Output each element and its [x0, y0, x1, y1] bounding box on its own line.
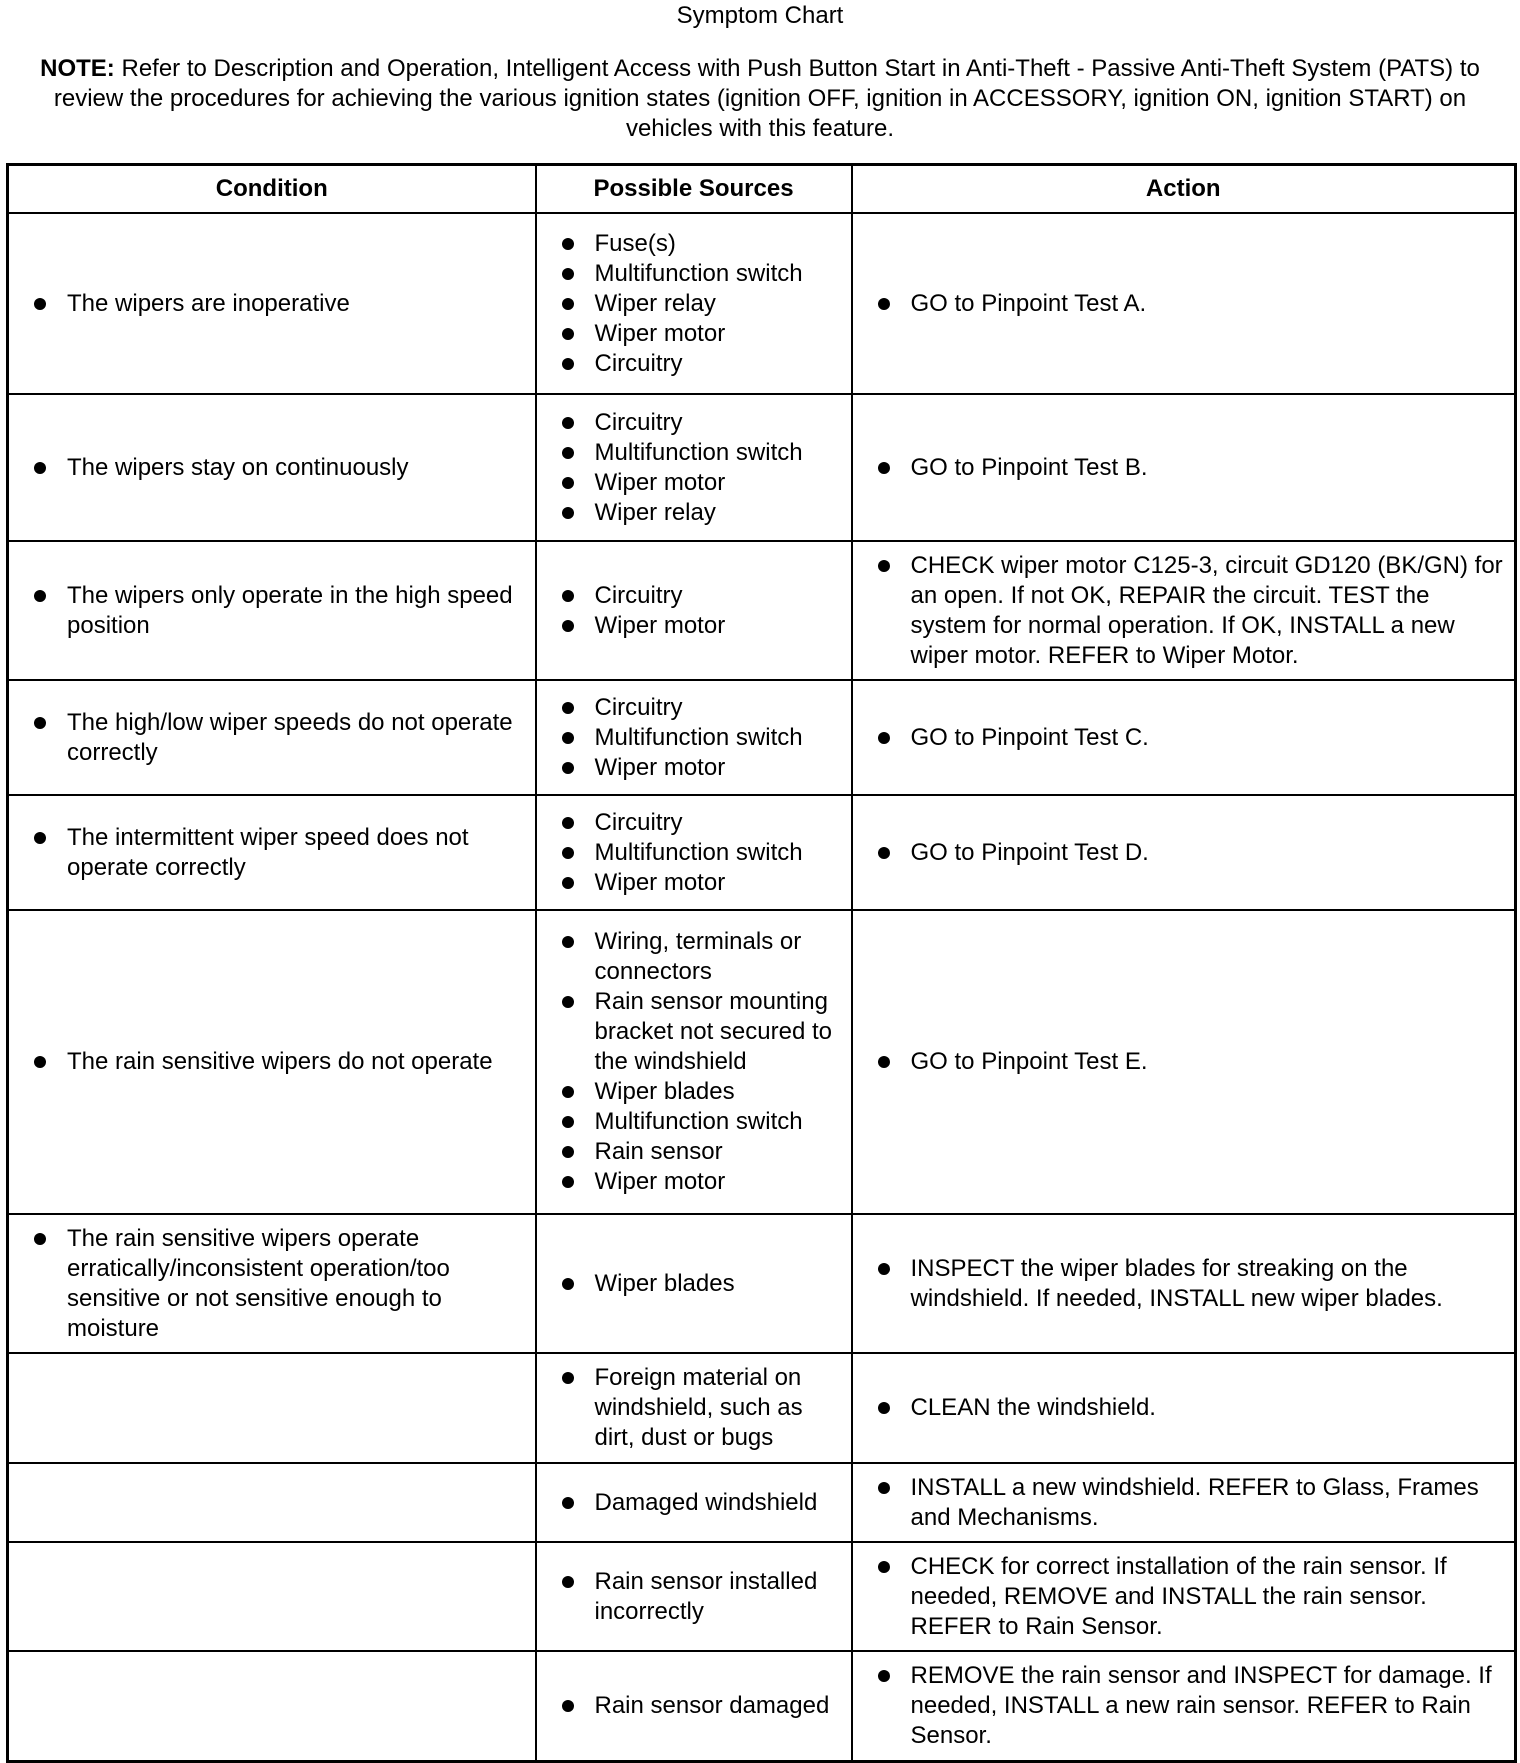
- action-cell: [852, 680, 1516, 795]
- condition-cell-list: [9, 453, 535, 483]
- table-row: [8, 394, 1516, 541]
- condition-cell: [8, 1651, 536, 1761]
- symptom-table: [6, 163, 1517, 1763]
- bullet-item: Fuse(s): [537, 229, 851, 259]
- condition-cell: [8, 213, 536, 394]
- action-cell: [852, 910, 1516, 1214]
- table-row: [8, 1353, 1516, 1463]
- bullet-item: The rain sensitive wipers do not operate: [9, 1047, 535, 1077]
- action-cell-list: [853, 289, 1515, 319]
- sources-cell: [536, 1542, 852, 1651]
- bullet-item: The wipers only operate in the high speed position: [9, 581, 535, 641]
- bullet-item: Rain sensor mounting bracket not secured to the windshield: [537, 987, 851, 1077]
- header-condition: Condition: [8, 165, 536, 214]
- bullet-item: Multifunction switch: [537, 1107, 851, 1137]
- bullet-item: Wiper motor: [537, 468, 851, 498]
- bullet-item: Wiper motor: [537, 753, 851, 783]
- sources-cell-list: [537, 1269, 851, 1299]
- condition-cell-list: [9, 289, 535, 319]
- action-cell: [852, 1353, 1516, 1463]
- table-header-row: [8, 165, 1516, 214]
- sources-cell-list: [537, 808, 851, 898]
- bullet-item: Rain sensor: [537, 1137, 851, 1167]
- sources-cell: [536, 680, 852, 795]
- sources-cell: [536, 1651, 852, 1761]
- condition-cell: [8, 795, 536, 910]
- sources-cell-list: [537, 1691, 851, 1721]
- condition-cell-list: [9, 581, 535, 641]
- sources-cell-list: [537, 693, 851, 783]
- bullet-item: INSTALL a new windshield. REFER to Glass, Frames and Mechanisms.: [853, 1473, 1515, 1533]
- sources-cell: [536, 394, 852, 541]
- condition-cell: [8, 1463, 536, 1542]
- action-cell-list: [853, 723, 1515, 753]
- condition-cell-list: [9, 1047, 535, 1077]
- bullet-item: CLEAN the windshield.: [853, 1393, 1515, 1423]
- action-cell-list: [853, 1473, 1515, 1533]
- bullet-item: Wiring, terminals or connectors: [537, 927, 851, 987]
- action-cell-list: [853, 551, 1515, 671]
- bullet-item: Circuitry: [537, 693, 851, 723]
- table-row: [8, 795, 1516, 910]
- sources-cell: [536, 541, 852, 680]
- note-label: NOTE:: [40, 55, 115, 82]
- condition-cell-list: [9, 823, 535, 883]
- page-title: Symptom Chart: [676, 2, 844, 29]
- condition-cell: [8, 541, 536, 680]
- bullet-item: The intermittent wiper speed does not operate correctly: [9, 823, 535, 883]
- table-row: [8, 541, 1516, 680]
- condition-cell-list: [9, 708, 535, 768]
- action-cell-list: [853, 1393, 1515, 1423]
- action-cell: [852, 541, 1516, 680]
- action-cell: [852, 394, 1516, 541]
- bullet-item: Rain sensor damaged: [537, 1691, 851, 1721]
- note-text: Refer to Description and Operation, Intelligent Access with Push Button Start in Anti-Theft - Passive Anti-Theft System (PATS) to review the procedures for achieving the various ignition states (ignition OFF, ignition in ACCESSORY, ignition ON, ignition START) on vehicles with this feature.: [53, 55, 1480, 142]
- action-cell-list: [853, 838, 1515, 868]
- bullet-item: CHECK wiper motor C125-3, circuit GD120 (BK/GN) for an open. If not OK, REPAIR the circuit. TEST the system for normal operation. If OK, INSTALL a new wiper motor. REFER to Wiper Motor.: [853, 551, 1515, 671]
- action-cell: [852, 213, 1516, 394]
- sources-cell-list: [537, 408, 851, 528]
- bullet-item: Foreign material on windshield, such as dirt, dust or bugs: [537, 1363, 851, 1453]
- action-cell: [852, 1651, 1516, 1761]
- action-cell: [852, 795, 1516, 910]
- sources-cell-list: [537, 581, 851, 641]
- sources-cell-list: [537, 927, 851, 1197]
- table-body: [8, 213, 1516, 1761]
- bullet-item: GO to Pinpoint Test D.: [853, 838, 1515, 868]
- condition-cell: [8, 1353, 536, 1463]
- sources-cell: [536, 213, 852, 394]
- sources-cell: [536, 910, 852, 1214]
- sources-cell: [536, 1463, 852, 1542]
- bullet-item: GO to Pinpoint Test C.: [853, 723, 1515, 753]
- bullet-item: Wiper relay: [537, 498, 851, 528]
- bullet-item: Multifunction switch: [537, 438, 851, 468]
- condition-cell: [8, 1214, 536, 1353]
- bullet-item: INSPECT the wiper blades for streaking on the windshield. If needed, INSTALL new wiper blades.: [853, 1254, 1515, 1314]
- bullet-item: GO to Pinpoint Test A.: [853, 289, 1515, 319]
- bullet-item: REMOVE the rain sensor and INSPECT for damage. If needed, INSTALL a new rain sensor. REFER to Rain Sensor.: [853, 1661, 1515, 1751]
- condition-cell: [8, 1542, 536, 1651]
- bullet-item: Wiper motor: [537, 868, 851, 898]
- table-row: [8, 910, 1516, 1214]
- sources-cell: [536, 795, 852, 910]
- condition-cell: [8, 394, 536, 541]
- bullet-item: The rain sensitive wipers operate erratically/inconsistent operation/too sensitive or not sensitive enough to moisture: [9, 1224, 535, 1344]
- action-cell-list: [853, 1661, 1515, 1751]
- header-action: Action: [852, 165, 1516, 214]
- bullet-item: Multifunction switch: [537, 723, 851, 753]
- action-cell-list: [853, 1047, 1515, 1077]
- sources-cell-list: [537, 1567, 851, 1627]
- action-cell: [852, 1542, 1516, 1651]
- sources-cell-list: [537, 1488, 851, 1518]
- condition-cell: [8, 910, 536, 1214]
- bullet-item: Wiper motor: [537, 1167, 851, 1197]
- action-cell-list: [853, 1254, 1515, 1314]
- sources-cell: [536, 1353, 852, 1463]
- condition-cell: [8, 680, 536, 795]
- bullet-item: Rain sensor installed incorrectly: [537, 1567, 851, 1627]
- bullet-item: The wipers stay on continuously: [9, 453, 535, 483]
- bullet-item: Damaged windshield: [537, 1488, 851, 1518]
- action-cell-list: [853, 1552, 1515, 1642]
- table-row: [8, 1214, 1516, 1353]
- table-row: [8, 1463, 1516, 1542]
- bullet-item: Wiper motor: [537, 319, 851, 349]
- action-cell-list: [853, 453, 1515, 483]
- bullet-item: Wiper motor: [537, 611, 851, 641]
- bullet-item: Multifunction switch: [537, 259, 851, 289]
- table-row: [8, 680, 1516, 795]
- bullet-item: Wiper blades: [537, 1077, 851, 1107]
- sources-cell-list: [537, 1363, 851, 1453]
- action-cell: [852, 1214, 1516, 1353]
- bullet-item: GO to Pinpoint Test E.: [853, 1047, 1515, 1077]
- bullet-item: Multifunction switch: [537, 838, 851, 868]
- bullet-item: The high/low wiper speeds do not operate correctly: [9, 708, 535, 768]
- action-cell: [852, 1463, 1516, 1542]
- sources-cell-list: [537, 229, 851, 379]
- bullet-item: GO to Pinpoint Test B.: [853, 453, 1515, 483]
- note-paragraph: [12, 54, 1508, 144]
- bullet-item: Circuitry: [537, 408, 851, 438]
- header-possible-sources: Possible Sources: [536, 165, 852, 214]
- bullet-item: CHECK for correct installation of the rain sensor. If needed, REMOVE and INSTALL the rain sensor. REFER to Rain Sensor.: [853, 1552, 1515, 1642]
- sources-cell: [536, 1214, 852, 1353]
- bullet-item: Circuitry: [537, 581, 851, 611]
- bullet-item: Wiper blades: [537, 1269, 851, 1299]
- table-row: [8, 1542, 1516, 1651]
- bullet-item: Circuitry: [537, 808, 851, 838]
- bullet-item: The wipers are inoperative: [9, 289, 535, 319]
- bullet-item: Circuitry: [537, 349, 851, 379]
- condition-cell-list: [9, 1224, 535, 1344]
- table-row: [8, 213, 1516, 394]
- bullet-item: Wiper relay: [537, 289, 851, 319]
- table-row: [8, 1651, 1516, 1761]
